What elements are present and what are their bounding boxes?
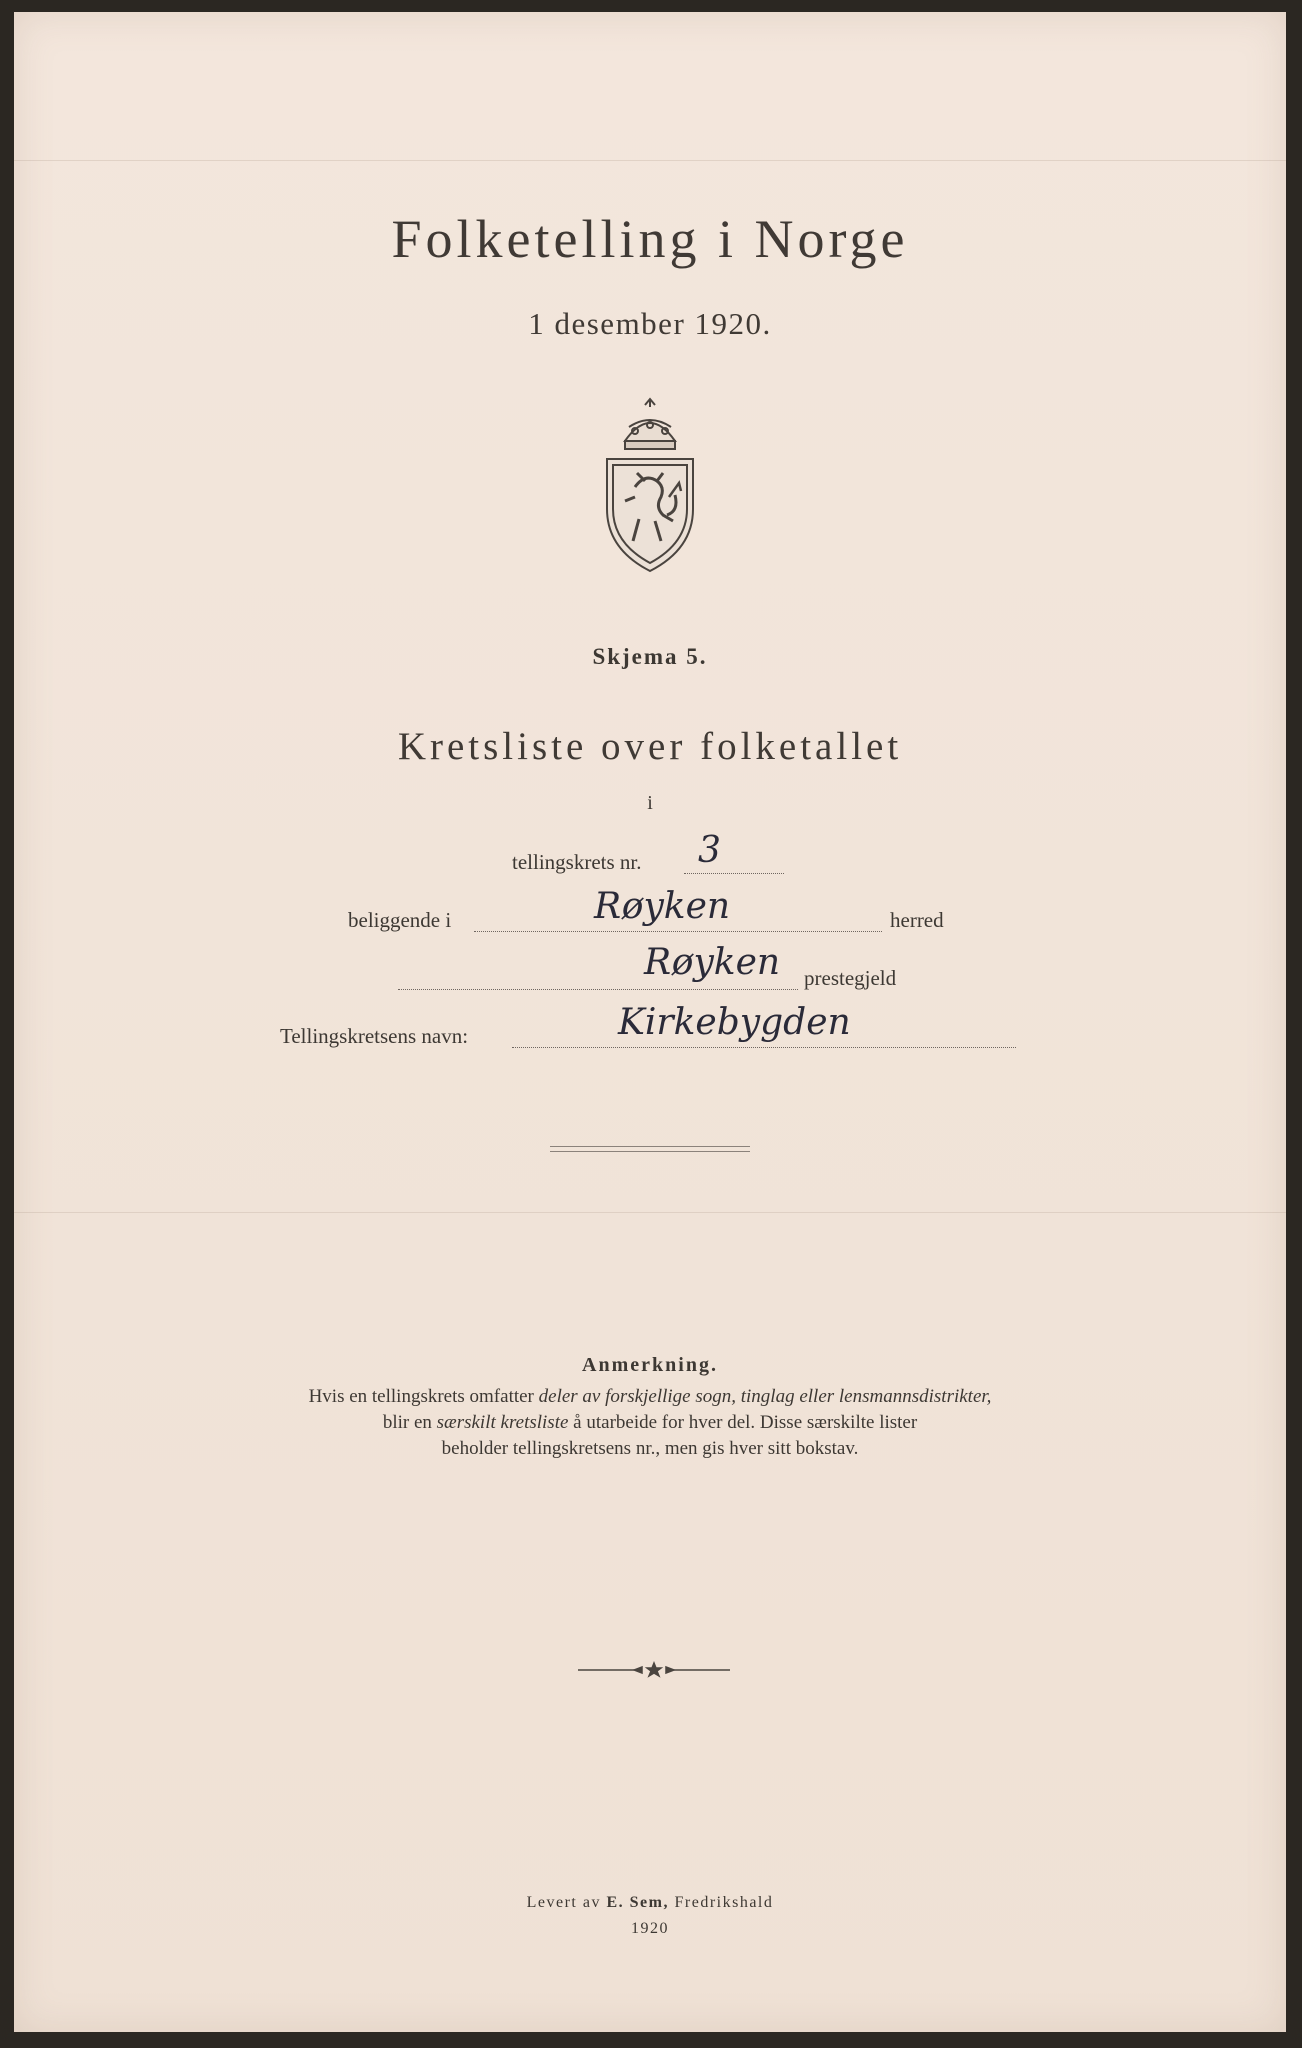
form-heading: Kretsliste over folketallet: [397, 725, 903, 768]
prestegjeld-label: prestegjeld: [804, 966, 897, 990]
census-form-sheet: [14, 12, 1286, 2032]
printer-year: 1920: [631, 1920, 669, 1937]
tellingskrets-label: tellingskrets nr.: [512, 850, 642, 874]
paper-crease: [14, 160, 1286, 161]
separator-double-rule: [550, 1146, 750, 1152]
norwegian-coat-of-arms-icon: [595, 397, 705, 577]
herred-dotted-line: [474, 930, 882, 932]
note-line-1: Hvis en tellingskrets omfatter deler av forskjellige sogn, tinglag eller lensmannsdistrikter,: [308, 1386, 992, 1407]
navn-label: Tellingskretsens navn:: [280, 1024, 469, 1048]
note-line-3: beholder tellingskretsens nr., men gis hver sitt bokstav.: [441, 1438, 859, 1459]
herred-label: herred: [890, 908, 944, 932]
document-date: 1 desember 1920.: [528, 306, 772, 341]
connector-word: i: [647, 792, 653, 814]
prestegjeld-handwritten-value: Røyken: [644, 942, 781, 983]
navn-dotted-line: [512, 1046, 1016, 1048]
navn-handwritten-value: Kirkebygden: [618, 1002, 851, 1043]
schema-number: Skjema 5.: [592, 644, 708, 669]
herred-handwritten-value: Røyken: [594, 886, 731, 927]
printer-credit: Levert av E. Sem, Fredrikshald: [526, 1894, 774, 1911]
star-ornament-icon: [574, 1660, 734, 1680]
paper-crease: [14, 1212, 1286, 1213]
beliggende-label: beliggende i: [348, 908, 452, 932]
note-heading: Anmerkning.: [582, 1354, 718, 1376]
tellingskrets-dotted-line: [684, 872, 784, 874]
note-line-2: blir en særskilt kretsliste å utarbeide for hver del. Disse særskilte lister: [382, 1412, 918, 1433]
prestegjeld-dotted-line: [398, 988, 798, 990]
tellingskrets-handwritten-value: 3: [698, 830, 721, 871]
document-title: Folketelling i Norge: [391, 209, 909, 269]
